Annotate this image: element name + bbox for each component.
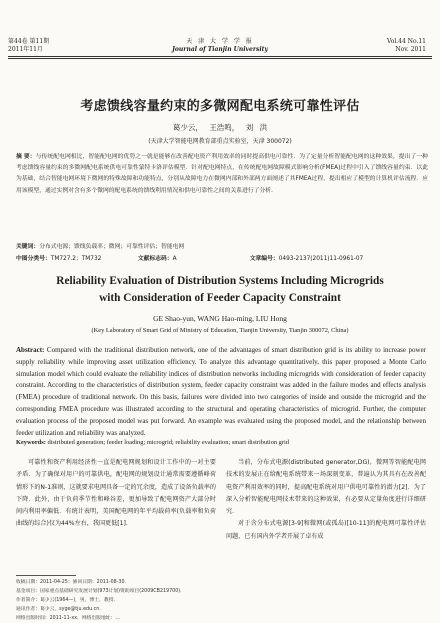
footnote-rule xyxy=(16,575,76,576)
header-journal xyxy=(0,38,440,54)
chinese-abstract xyxy=(16,152,428,197)
doc-code-value: A xyxy=(172,256,177,262)
clc-value: TM727.2；TM732 xyxy=(50,256,102,262)
chinese-affiliation: (天津大学智能电网教育部重点实验室，天津 300072) xyxy=(148,138,292,145)
english-abstract-label: Abstract: xyxy=(16,346,45,354)
chinese-keywords-text: 分布式电源；馈线负载率；微网；可靠性评估；智能电网 xyxy=(39,244,185,250)
header-rule xyxy=(8,56,432,57)
header-date-cn: 2011年11月 xyxy=(8,46,43,53)
chinese-abstract-text: 与传统配电网相比，智能配电网的优势之一就是能够在改善配电资产利用效率的同时提高供电可靠性．为了定量分析智能配电网的这种效果，提出了一种考虑馈线容量约束的多微网配电系统供电可靠性蒙特卡洛评估模型．针对配电网特点，在传统配电网故障模式影响分析(FMEA)过程中引入了馈线容量约束．以此为基础，结合智能电网环境下微网的特殊故障和功能特点，分别从故障电力在微网内部和外部两方面阐述了其FMEA过程，提出相应了模型的计算机评估流程．应用该模型，通过实例对含有多个微网的配电系统的馈线利用情况和供电可靠性之间的关系进行了分析． xyxy=(16,154,428,194)
english-abstract xyxy=(16,345,426,439)
journal-name-en: Journal of Tianjin University xyxy=(172,46,268,53)
body-left-column: 可靠性和资产利用经济性一直是配电网规划和设计工作中的一对主要矛盾．为了确保对用户的可靠供电，配电网的规划设计通常需要遵循峰荷情形下的N-1准则，这就要求电网具备一定的冗余度，造成了设备负载率的下降．此外，由于负荷季节性和峰谷差，更加导致了配电网资产大部分时间内利用率偏低．有统计表明，美国配电网的年平均载荷率(负载率和负荷曲线的综合)仅为44%左右，我国更低[1]． xyxy=(16,459,216,528)
chinese-keywords-label: 关键词： xyxy=(16,244,40,250)
header-right xyxy=(387,38,426,54)
chinese-title: 考虑馈线容量约束的多微网配电系统可靠性评估 xyxy=(80,99,360,114)
english-abstract-text: Compared with the traditional distribution network, one of the advantages of smart distribution grid is its ability to increase power supply reliability while improving asset utilization efficiency. To analyze this advantage quantitatively, this paper proposed a Monte Carlo simulation model which could evaluate the reliability indices of distribution networks including microgrids with consideration of feeder capacity constraint. According to the characteristics of distribution system, feeder capacity constraint was added in the failure modes and effects analysis (FMEA) procedure of traditional network. On this basis, failures were divided into two categories of inside and outside the microgrid and the corresponding FMEA procedure was illustrated according to the structural and operating characteristics of microgrid. Further, the computer evaluation process of the proposed model was put forward. An example was evaluated using the proposed model, and the relationship between feeder utilization and reliability was analyzed. xyxy=(16,346,427,437)
clc-label: 中图分类号： xyxy=(16,256,51,262)
body-right-column xyxy=(226,457,426,543)
footnote-received: 收稿日期：2011-04-25；修回日期：2011-08-30． xyxy=(16,580,130,585)
english-title-line-1: Reliability Evaluation of Distribution Systems Including Microgrids xyxy=(56,275,384,287)
article-id-field xyxy=(250,253,364,262)
footnote-bio: 作者简介：葛少云(1964—)，男，博士，教授． xyxy=(16,598,119,603)
doc-code-field xyxy=(138,253,248,262)
header-date-en: Nov. 2011 xyxy=(395,46,426,53)
article-id-value: 0493-2137(2011)11-0961-07 xyxy=(278,256,364,262)
footnote-contact: 通讯作者：葛少云，syge@tju.edu.cn． xyxy=(16,607,105,612)
english-keywords-text: distributed generation; feeder loading; microgrid; reliability evaluation; smart distribution grid xyxy=(47,439,289,446)
classification-line xyxy=(16,253,428,262)
body-right-paragraph-1: 当前，分布式电源(distributed generator,DG)，微网等智能配电网技术的发展正在给配电系统带来一场深刻变革，普遍认为其具有在改善配电资产利用效率的同时，提高配电系统对用户供电可靠性的潜力[2]．为了深入分析智能配电网技术带来的这种效果，有必要从定量角度进行详细研究． xyxy=(226,459,426,516)
chinese-authors: 葛少云， 王浩鸣， 刘 洪 xyxy=(172,123,268,132)
article-id-label: 文章编号： xyxy=(249,256,279,262)
english-authors: GE Shao-yun, WANG Hao-ming, LIU Hong xyxy=(153,314,287,323)
doc-code-label: 文献标志码： xyxy=(137,256,173,262)
english-keywords-label: Keywords: xyxy=(16,439,46,446)
footnotes xyxy=(16,578,221,623)
body-right-paragraph-2: 对于含分布式电源[3-9]和微网(或孤岛)[10-11]的配电网可靠性评估问题，已有国内外学者开展了卓有成 xyxy=(226,520,426,540)
english-keywords xyxy=(16,439,428,446)
header-volume-cn: 第44卷 第11期 xyxy=(8,38,50,45)
chinese-abstract-label: 摘 要： xyxy=(16,154,36,160)
english-title xyxy=(20,273,420,307)
header-rule-thin xyxy=(8,58,432,59)
english-title-line-2: with Consideration of Feeder Capacity Constraint xyxy=(99,292,341,304)
journal-name-cn: 天 津 大 学 学 报 xyxy=(186,38,254,45)
clc-field xyxy=(16,253,136,262)
footnote-web: 网络出版时间：2011-11-xx．网络出版地址：... xyxy=(16,616,120,621)
english-affiliation: (Key Laboratory of Smart Grid of Ministry of Education, Tianjin University, Tianjin 300072, China) xyxy=(91,327,349,334)
header-volume-en: Vol.44 No.11 xyxy=(386,38,426,45)
chinese-keywords xyxy=(16,241,428,250)
footnote-fund: 基金项目：国家重点基础研究发展计划(973计划)资助项目(2009CB219700)． xyxy=(16,589,185,594)
